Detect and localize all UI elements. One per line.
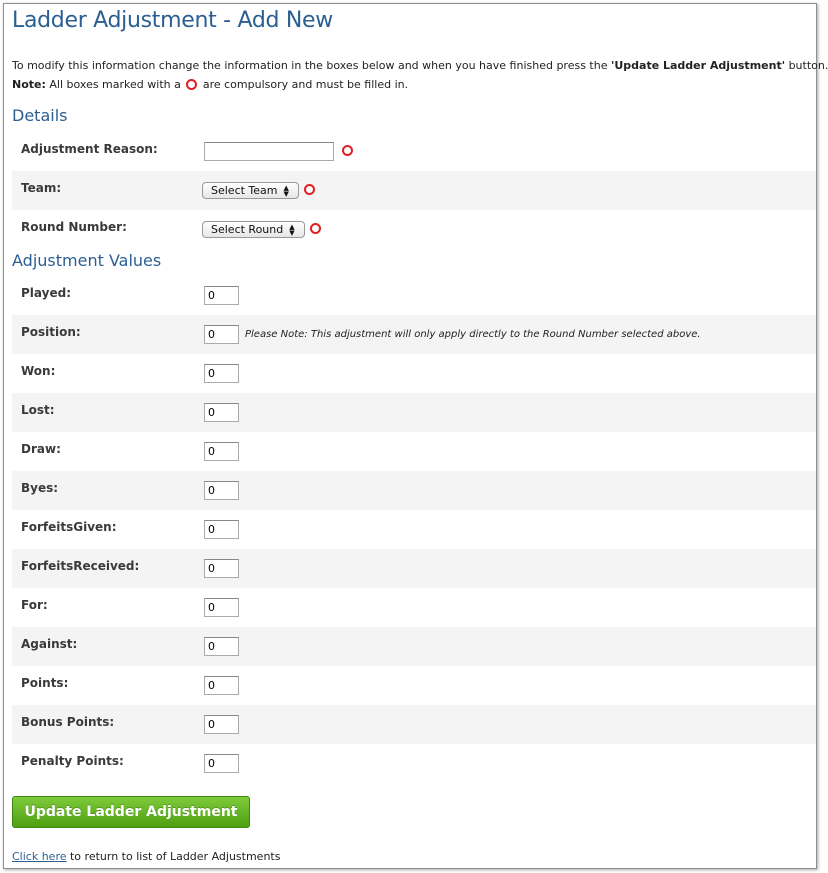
adjustment-value-label: Draw: <box>21 442 61 456</box>
details-heading: Details <box>12 106 68 125</box>
team-label: Team: <box>21 181 62 195</box>
adjustment-value-label: Won: <box>21 364 56 378</box>
adjustment-value-input[interactable] <box>204 286 239 305</box>
adjustment-value-row <box>12 744 816 783</box>
intro-text <box>12 56 828 94</box>
adjustment-value-row <box>12 393 816 432</box>
intro-note: Note: All boxes marked with a are compulsory and must be filled in. <box>12 78 409 91</box>
adjustment-value-label: For: <box>21 598 48 612</box>
required-marker-icon <box>310 223 321 234</box>
adjustment-value-input[interactable] <box>204 715 239 734</box>
adjustment-value-label: Points: <box>21 676 69 690</box>
team-row <box>12 171 816 210</box>
adjustment-value-row <box>12 666 816 705</box>
adjustment-value-row <box>12 354 816 393</box>
adjustment-value-input[interactable] <box>204 325 239 344</box>
adjustment-value-label: Lost: <box>21 403 55 417</box>
adjustment-value-input[interactable] <box>204 520 239 539</box>
adjustment-value-label: ForfeitsReceived: <box>21 559 140 573</box>
round-select[interactable]: Select Round ▲ ▼ <box>202 221 305 238</box>
adjustment-value-input[interactable] <box>204 442 239 461</box>
adjustment-value-label: Byes: <box>21 481 59 495</box>
adjustment-value-row <box>12 549 816 588</box>
adjustment-value-input[interactable] <box>204 481 239 500</box>
adjustment-value-row <box>12 276 816 315</box>
update-ladder-adjustment-button[interactable]: Update Ladder Adjustment <box>12 796 250 828</box>
adjustment-value-input[interactable] <box>204 403 239 422</box>
intro-instructions: To modify this information change the information in the boxes below and when you have finished press the 'Update Ladder Adjustment' button. <box>12 59 828 72</box>
adjustment-value-label: Position: <box>21 325 81 339</box>
return-to-list-link[interactable]: Click here <box>12 850 67 863</box>
adjustment-values-heading: Adjustment Values <box>12 251 162 270</box>
required-marker-icon <box>342 145 353 156</box>
page-title: Ladder Adjustment - Add New <box>12 8 333 33</box>
adjustment-value-label: Played: <box>21 286 71 300</box>
footer-text: Click here to return to list of Ladder Adjustments <box>12 850 281 863</box>
adjustment-value-label: Bonus Points: <box>21 715 115 729</box>
round-number-label: Round Number: <box>21 220 127 234</box>
adjustment-value-input[interactable] <box>204 364 239 383</box>
adjustment-reason-input[interactable] <box>204 142 334 161</box>
position-note: Please Note: This adjustment will only apply directly to the Round Number selected above. <box>245 329 701 340</box>
adjustment-reason-label: Adjustment Reason: <box>21 142 158 156</box>
round-number-row <box>12 210 816 249</box>
adjustment-value-label: Penalty Points: <box>21 754 124 768</box>
page-frame <box>3 3 828 869</box>
adjustment-value-input[interactable] <box>204 676 239 695</box>
adjustment-value-row <box>12 627 816 666</box>
required-marker-icon <box>186 79 197 90</box>
adjustment-value-row <box>12 471 816 510</box>
updown-arrows-icon: ▲ ▼ <box>289 222 295 237</box>
required-marker-icon <box>304 184 315 195</box>
adjustment-value-label: ForfeitsGiven: <box>21 520 117 534</box>
updown-arrows-icon: ▲ ▼ <box>283 183 289 198</box>
adjustment-value-row <box>12 432 816 471</box>
adjustment-value-input[interactable] <box>204 559 239 578</box>
adjustment-value-row <box>12 510 816 549</box>
note-label: Note: <box>12 78 46 91</box>
adjustment-value-row <box>12 705 816 744</box>
adjustment-value-input[interactable] <box>204 598 239 617</box>
adjustment-value-input[interactable] <box>204 754 239 773</box>
adjustment-value-row <box>12 315 816 354</box>
adjustment-reason-row <box>12 132 816 171</box>
team-select[interactable]: Select Team ▲ ▼ <box>202 182 299 199</box>
adjustment-value-input[interactable] <box>204 637 239 656</box>
adjustment-value-row <box>12 588 816 627</box>
adjustment-value-label: Against: <box>21 637 78 651</box>
